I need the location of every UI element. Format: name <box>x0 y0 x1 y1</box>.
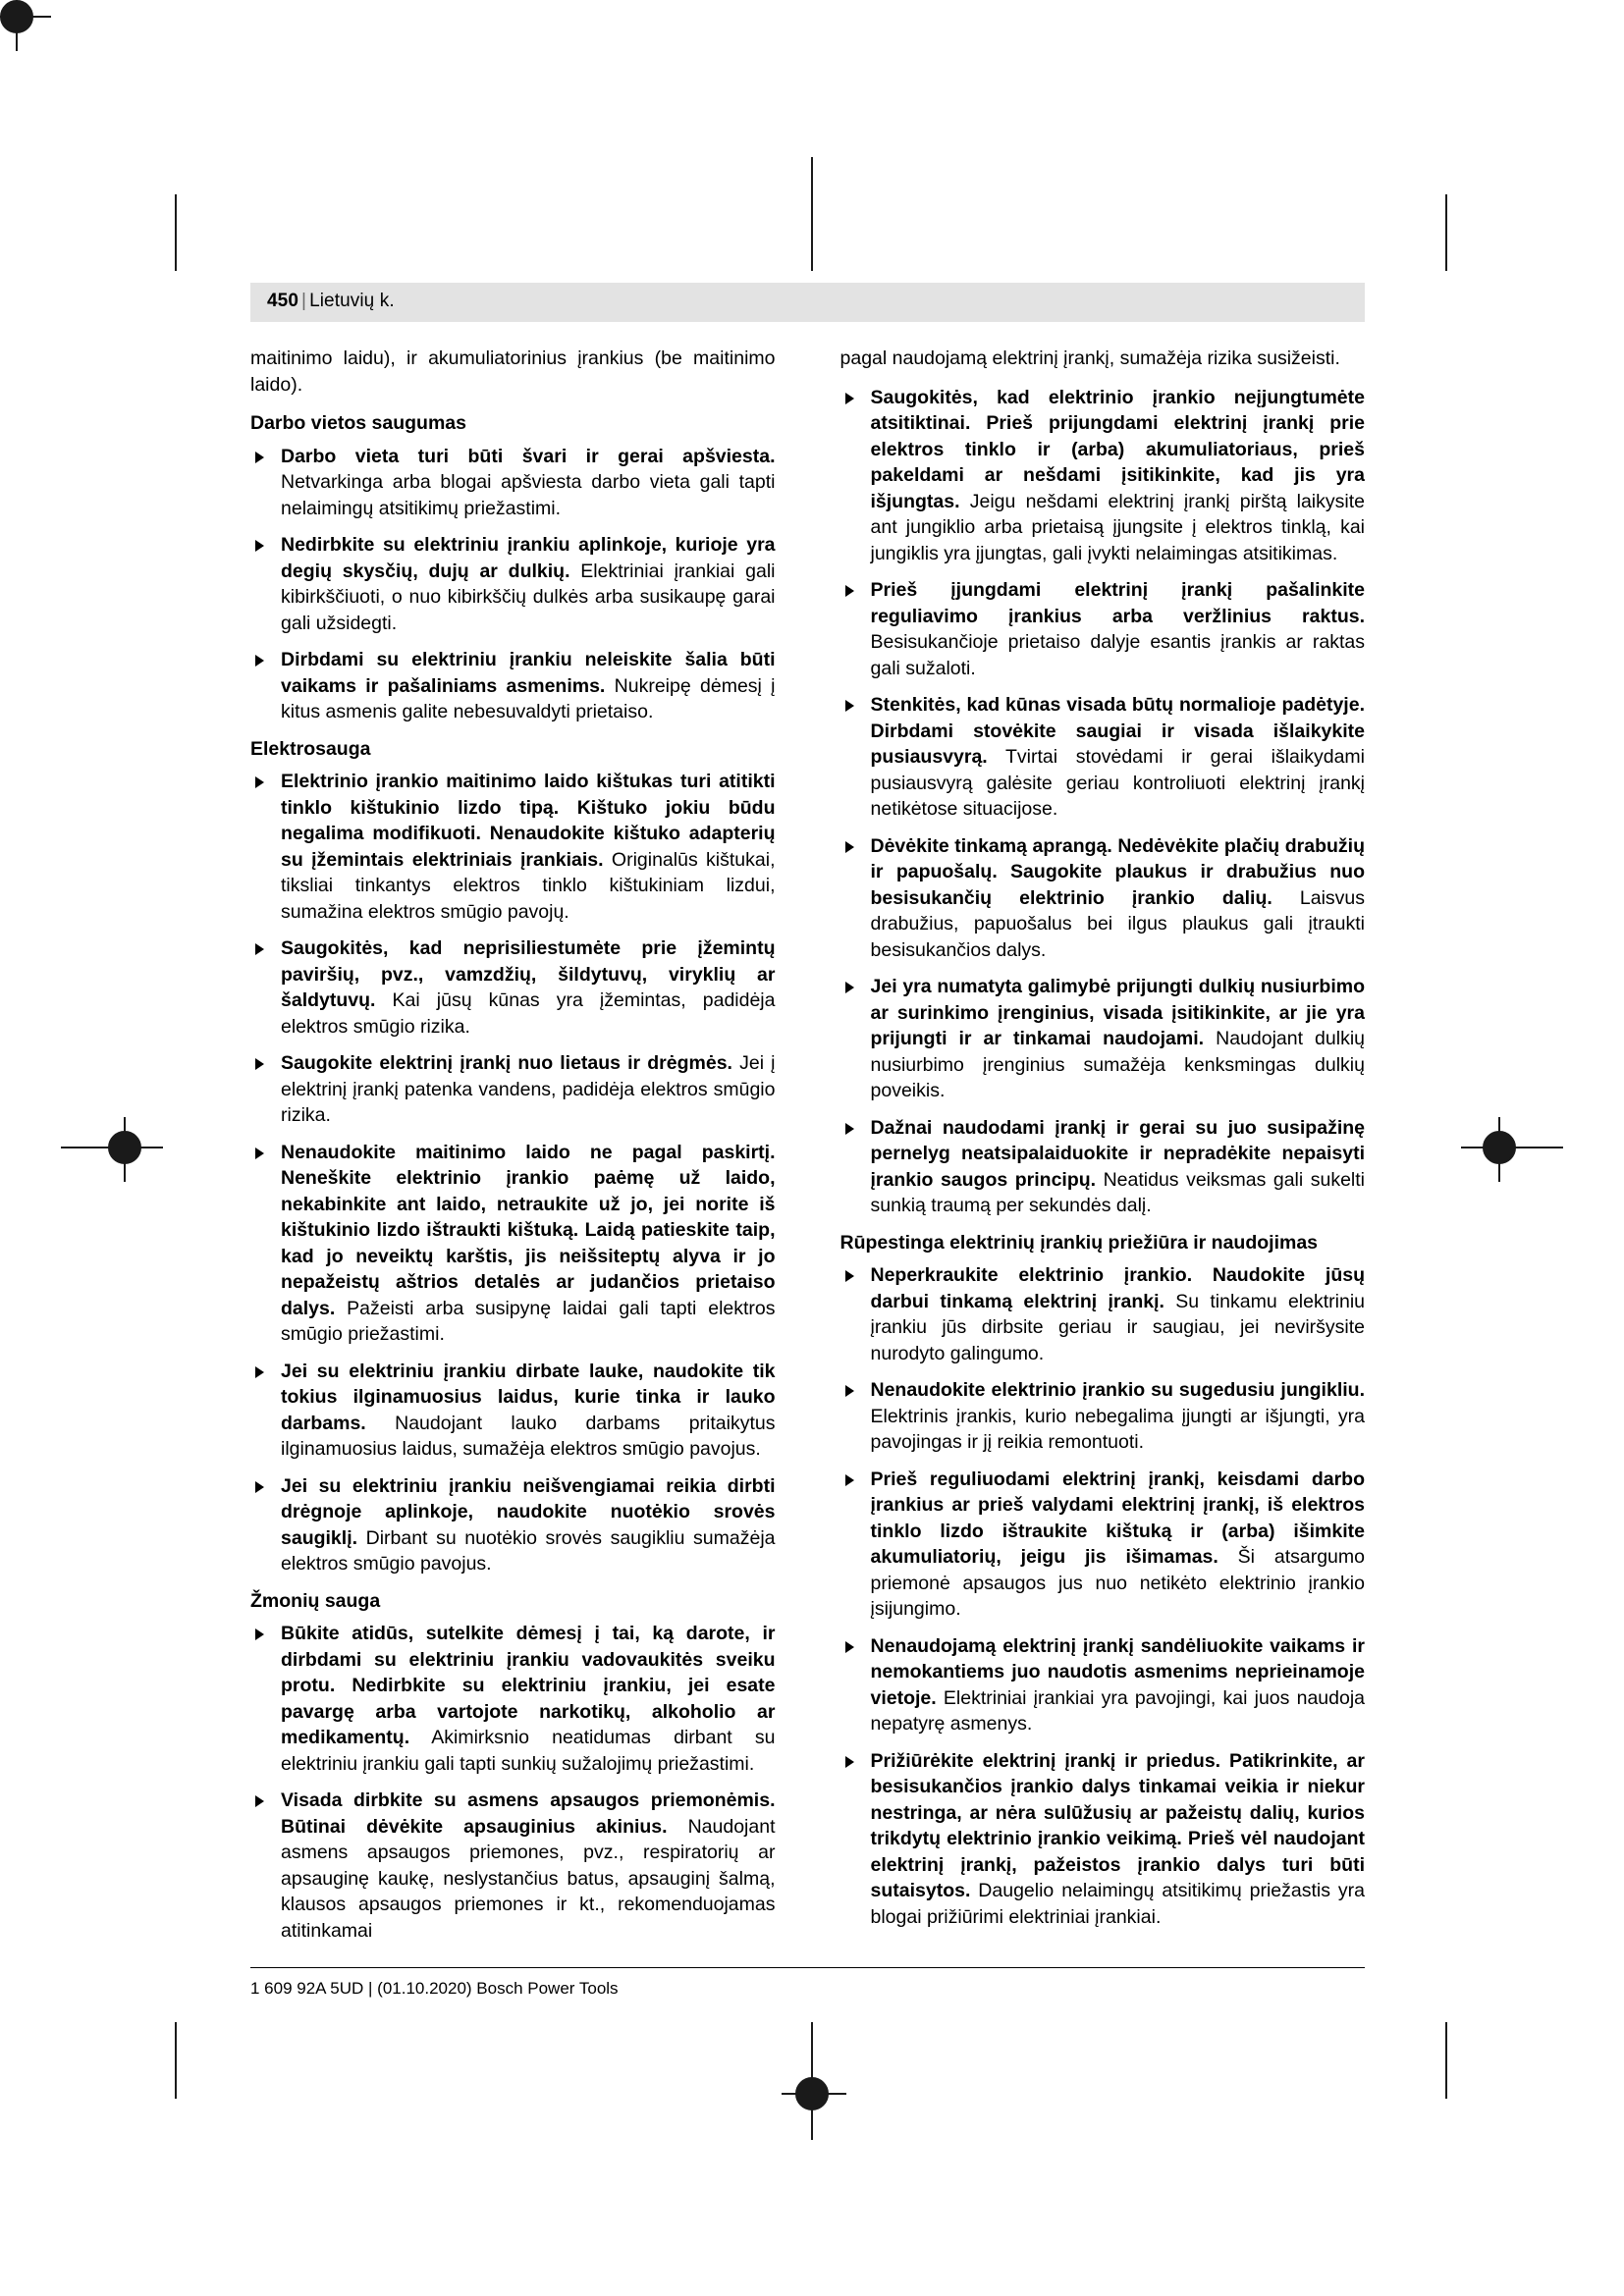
bullet-triangle-icon <box>255 1148 264 1159</box>
list-item-bold: Visada dirbkite su asmens apsaugos priemonėmis. Būtinai dėvėkite apsauginius akinius. <box>281 1789 776 1838</box>
bullet-triangle-icon <box>845 1474 854 1486</box>
section-title-rupestinga-prieziura: Rūpestinga elektrinių įrankių priežiūra ir naudojimas <box>839 1231 1319 1254</box>
left-intro-paragraph: maitinimo laidu), ir akumuliatorinius įrankius (be maitinimo laido). <box>250 347 776 396</box>
list-item <box>250 1788 776 1944</box>
list-item-text: Akimirksnio neatidumas dirbant su elektriniu įrankiu gali tapti sunkių sužalojimų priežastimi. <box>281 1727 776 1775</box>
list-item <box>250 532 776 636</box>
bullet-triangle-icon <box>845 1270 854 1282</box>
list-item <box>840 692 1366 823</box>
right-intro-paragraph: pagal naudojamą elektrinį įrankį, sumažėja rizika susižeisti. <box>839 347 1340 369</box>
list-item <box>250 1359 776 1463</box>
list-item-text: Jeigu nešdami elektrinį įrankį pirštą laikysite ant jungiklio arba prietaisą įjungsite į elektros tinklą, kai jungiklis yra įjungtas, gali įvykti nelaimingas atsitikimas. <box>870 490 1365 564</box>
list-item <box>840 385 1366 567</box>
bullet-triangle-icon <box>845 1385 854 1397</box>
list-item-bold: Darbo vieta turi būti švari ir gerai apšviesta. <box>281 445 776 467</box>
bullet-triangle-icon <box>255 1366 264 1378</box>
list-item-bold: Nedirbkite su elektriniu įrankiu aplinkoje, kurioje yra degių skysčių, dujų ar dulkių. <box>281 534 776 582</box>
list-item-text: Originalūs kištukai, tiksliai tinkantys elektros tinklo kištukiniam lizdui, sumažina elektros smūgio pavojų. <box>281 848 776 923</box>
list-item-text: Netvarkinga arba blogai apšviesta darbo vieta gali tapti nelaimingų atsitikimų priežastimi. <box>281 471 776 519</box>
page-header-band <box>250 283 1365 322</box>
list-item-bold: Būkite atidūs, sutelkite dėmesį į tai, ką darote, ir dirbdami su elektriniu įrankiu vadovaukitės sveiku protu. Nedirbkite su elektriniu įrankiu, jei esate pavargę arba vartojote narkotikų, alkoholio ar medikamentų. <box>281 1623 776 1748</box>
right-column <box>840 346 1366 1954</box>
section-title-elektrosauga: Elektrosauga <box>250 737 371 760</box>
list-item-text: Kai jūsų kūnas yra įžemintas, padidėja elektros smūgio rizika. <box>281 989 776 1038</box>
list-item-bold: Nenaudokite maitinimo laido ne pagal paskirtį. Neneškite elektrinio įrankio paėmę už laido, nekabinkite ant laido, netraukite už jo, jei norite iš kištukinio lizdo ištraukti kištuką. Laidą patieskite taip, kad jo neveiktų karštis, jis neišsiteptų alyva ir jo nepažeistų aštrios detalės ar judančios prietaiso dalys. <box>281 1141 776 1319</box>
list-item-text: Laisvus drabužius, papuošalus bei ilgus plaukus gali įtraukti besisukančios dalys. <box>870 886 1365 961</box>
list-item-bold: Saugokitės, kad neprisiliestumėte prie įžemintų paviršių, pvz., vamzdžių, šildytuvų, viryklių ar šaldytuvų. <box>281 937 776 1011</box>
bullet-triangle-icon <box>255 776 264 788</box>
list-item-bold: Jei yra numatyta galimybė prijungti dulkių nusiurbimo ar surinkimo įrenginius, visada įsitikinkite, ar jie yra prijungti ir ar tinkamai naudojami. <box>870 976 1365 1049</box>
list-item-text: Tvirtai stovėdami ir gerai išlaikydami pusiausvyrą galėsite geriau kontroliuoti elektrinį įrankį netikėtose situacijose. <box>870 746 1365 820</box>
bullet-triangle-icon <box>255 1629 264 1640</box>
page-header <box>267 291 395 312</box>
list-item-text: Pažeisti arba susipynę laidai gali tapti elektros smūgio priežastimi. <box>281 1297 776 1345</box>
list-item-bold: Prižiūrėkite elektrinį įrankį ir priedus. Patikrinkite, ar besisukančios įrankio dalys tinkamai veikia ir niekur nestringa, ar nėra sulūžusių ar pažeistų dalių, kurios trikdytų elektrinio įrankio veikimą. Prieš vėl naudojant elektrinį įrankį, pažeistos įrankio dalys turi būti sutaisytos. <box>870 1749 1365 1901</box>
bullet-triangle-icon <box>255 1058 264 1070</box>
list-item-text: Ši atsargumo priemonė apsaugos jus nuo netikėto elektrinio įrankio įsijungimo. <box>870 1546 1365 1620</box>
list-item-bold: Saugokitės, kad elektrinio įrankio neįjungtumėte atsitiktinai. Prieš prijungdami elektrinį įrankį prie elektros tinklo ir (arba) akumuliatoriaus, prieš pakeldami ar nešdami įsitikinkite, kad jis yra išjungtas. <box>870 386 1365 512</box>
list-item-bold: Dirbdami su elektriniu įrankiu neleiskite šalia būti vaikams ir pašaliniams asmenims. <box>281 649 776 697</box>
list-item-text: Elektrinis įrankis, kurio nebegalima įjungti ar išjungti, yra pavojingas ir jį reikia remontuoti. <box>870 1405 1365 1453</box>
registration-mark-left <box>108 1131 141 1164</box>
registration-mark-bottom <box>795 2077 829 2110</box>
list-item-bold: Dažnai naudodami įrankį ir gerai su juo susipažinę pernelyg neatsipalaiduokite ir nepradėkite nepaisyti įrankio saugos principų. <box>870 1116 1365 1191</box>
list-item <box>840 577 1366 681</box>
list-item-bold: Prieš reguliuodami elektrinį įrankį, keisdami darbo įrankius ar prieš valydami elektrinį įrankį, iš elektros tinklo lizdo ištraukite kištuką ir (arba) išimkite akumuliatorių, jeigu jis išimamas. <box>870 1468 1365 1568</box>
page-body <box>250 346 1365 1954</box>
list-item <box>250 935 776 1040</box>
bullet-triangle-icon <box>255 452 264 463</box>
bullet-triangle-icon <box>845 585 854 597</box>
list-item <box>840 1115 1366 1219</box>
list-item-bold: Jei su elektriniu įrankiu neišvengiamai reikia dirbti drėgnoje aplinkoje, naudokite nuotėkio srovės saugiklį. <box>281 1474 776 1549</box>
list-item-text: Neatidus veiksmas gali sukelti sunkią traumą per sekundės dalį. <box>870 1168 1365 1216</box>
bullet-triangle-icon <box>845 1641 854 1653</box>
bullet-triangle-icon <box>255 655 264 667</box>
list-item <box>840 833 1366 964</box>
list-item-text: Su tinkamu elektriniu įrankiu jūs dirbsite geriau ir saugiau, jei neviršysite nurodyto galingumo. <box>870 1290 1365 1364</box>
registration-mark-right <box>1483 1131 1516 1164</box>
footer-divider <box>250 1967 1365 1968</box>
list-item <box>840 1633 1366 1737</box>
list-item-bold: Saugokite elektrinį įrankį nuo lietaus ir drėgmės. <box>281 1052 732 1074</box>
list-item <box>250 1621 776 1777</box>
bullet-triangle-icon <box>845 1756 854 1768</box>
list-item <box>840 1377 1366 1456</box>
list-item-text: Naudojant asmens apsaugos priemones, pvz., respiratorių ar apsauginę kaukę, neslystančius batus, apsauginį šalmą, klausos apsaugos priemones ir kt., rekomenduojamas atitinkamai <box>281 1815 776 1942</box>
crop-mark-top-right <box>1445 194 1447 271</box>
list-item-bold: Dėvėkite tinkamą aprangą. Nedėvėkite plačių drabužių ir papuošalų. Saugokite plaukus ir drabužius nuo besisukančių elektrinio įrankio dalių. <box>870 834 1365 909</box>
list-item-text: Besisukančioje prietaiso dalyje esantis įrankis ar raktas gali sužaloti. <box>870 631 1365 679</box>
registration-line-top <box>811 157 813 271</box>
footer-text: 1 609 92A 5UD | (01.10.2020) Bosch Power Tools <box>250 1979 619 1998</box>
left-column <box>250 346 776 1954</box>
crop-mark-bottom-right <box>1445 2022 1447 2099</box>
list-item <box>840 1262 1366 1366</box>
registration-mark-top <box>0 0 33 33</box>
list-item <box>840 1748 1366 1931</box>
list-item-text: Elektriniai įrankiai yra pavojingi, kai juos naudoja nepatyrę asmenys. <box>870 1686 1365 1735</box>
list-item-bold: Stenkitės, kad kūnas visada būtų normalioje padėtyje. Dirbdami stovėkite saugiai ir visada išlaikykite pusiausvyrą. <box>870 694 1365 768</box>
bullet-triangle-icon <box>845 841 854 853</box>
bullet-triangle-icon <box>255 1481 264 1493</box>
list-item-text: Nukreipę dėmesį į kitus asmenis galite nebesuvaldyti prietaiso. <box>281 674 776 722</box>
list-item <box>250 1050 776 1129</box>
bullet-triangle-icon <box>845 393 854 404</box>
list-item-bold: Jei su elektriniu įrankiu dirbate lauke, naudokite tik tokius ilginamuosius laidus, kurie tinka ir lauko darbams. <box>281 1360 776 1434</box>
list-item <box>250 1473 776 1577</box>
list-item-bold: Neperkraukite elektrinio įrankio. Naudokite jūsų darbui tinkamą elektrinį įrankį. <box>870 1264 1365 1312</box>
header-separator: | <box>301 291 307 311</box>
list-item-text: Naudojant lauko darbams pritaikytus ilginamuosius laidus, sumažėja elektros smūgio pavojus. <box>281 1412 776 1460</box>
list-item-bold: Nenaudojamą elektrinį įrankį sandėliuokite vaikams ir nemokantiems juo naudotis asmenims neprieinamoje vietoje. <box>870 1634 1365 1709</box>
list-item-bold: Prieš įjungdami elektrinį įrankį pašalinkite reguliavimo įrankius arba veržlinius raktus. <box>870 579 1365 627</box>
crop-mark-top-left <box>175 194 177 271</box>
list-item <box>250 769 776 925</box>
list-item-text: Jei į elektrinį įrankį patenka vandens, padidėja elektros smūgio rizika. <box>281 1052 776 1126</box>
list-item <box>840 974 1366 1104</box>
bullet-triangle-icon <box>255 1795 264 1807</box>
list-item-bold: Nenaudokite elektrinio įrankio su sugedusiu jungikliu. <box>870 1379 1365 1401</box>
list-item <box>250 1140 776 1348</box>
header-language-label: Lietuvių k. <box>309 291 395 311</box>
list-item-text: Daugelio nelaimingų atsitikimų priežastis yra blogai prižiūrimi elektriniai įrankiai. <box>870 1880 1365 1928</box>
bullet-triangle-icon <box>255 943 264 955</box>
list-item-bold: Elektrinio įrankio maitinimo laido kištukas turi atitikti tinklo kištukinio lizdo tipą. Kištuko jokiu būdu negalima modifikuoti. Nenaudokite kištuko adapterių su įžemintais elektriniais įrankiais. <box>281 771 776 871</box>
list-item-text: Dirbant su nuotėkio srovės saugikliu sumažėja elektros smūgio pavojus. <box>281 1526 776 1575</box>
bullet-triangle-icon <box>845 982 854 993</box>
list-item <box>840 1467 1366 1623</box>
section-title-zmoniu-sauga: Žmonių sauga <box>250 1589 381 1612</box>
list-item-text: Naudojant dulkių nusiurbimo įrenginius sumažėja kenksmingas dulkių poveikis. <box>870 1028 1366 1101</box>
bullet-triangle-icon <box>845 700 854 712</box>
page-number: 450 <box>267 291 299 311</box>
crop-mark-bottom-left <box>175 2022 177 2099</box>
list-item-text: Elektriniai įrankiai gali kibirkščiuoti, o nuo kibirkščių dulkės arba susikaupę garai gali užsidegti. <box>281 560 776 634</box>
list-item <box>250 444 776 522</box>
bullet-triangle-icon <box>845 1123 854 1135</box>
bullet-triangle-icon <box>255 540 264 552</box>
section-title-darbo-vietos-saugumas: Darbo vietos saugumas <box>250 412 466 434</box>
list-item <box>250 647 776 725</box>
